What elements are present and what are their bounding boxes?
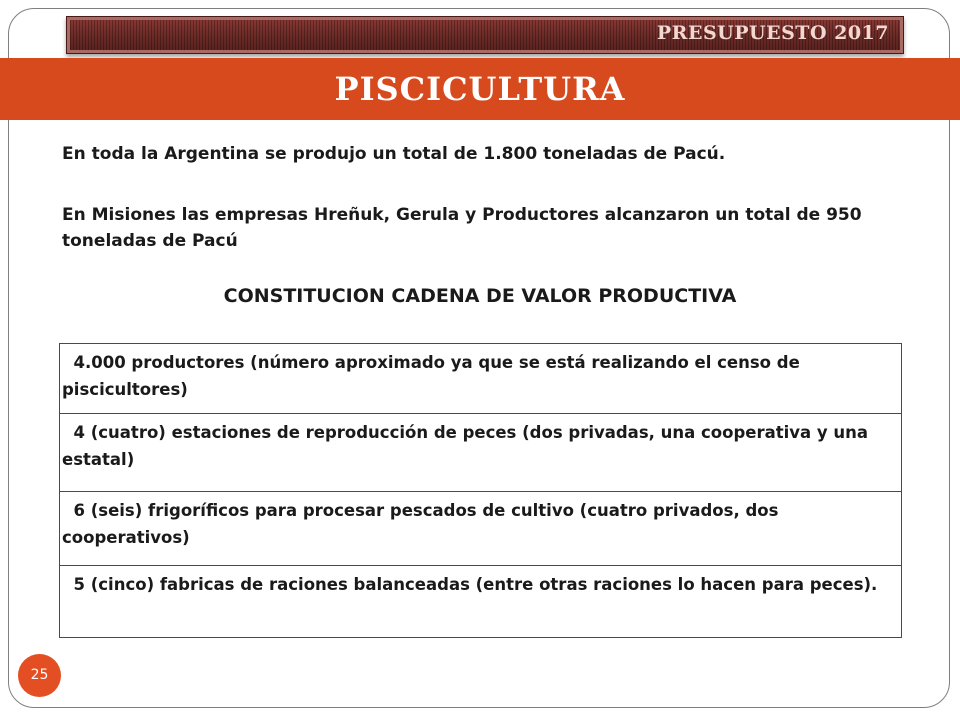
value-chain-table xyxy=(59,343,902,638)
header-label: PRESUPUESTO 2017 xyxy=(656,22,889,44)
section-heading: CONSTITUCION CADENA DE VALOR PRODUCTIVA xyxy=(223,285,737,307)
paragraph-misiones-total: En Misiones las empresas Hreñuk, Gerula y Productores alcanzaron un total de 950 toneladas de Pacú xyxy=(62,205,862,251)
table-row xyxy=(60,566,902,638)
page-number-badge: 25 xyxy=(18,654,61,697)
page-title: PISCICULTURA xyxy=(334,70,626,108)
table-row xyxy=(60,414,902,492)
paragraph-argentina-total: En toda la Argentina se produjo un total de 1.800 toneladas de Pacú. xyxy=(62,144,726,164)
table-cell: 5 (cinco) fabricas de raciones balanceadas (entre otras raciones lo hacen para peces). xyxy=(60,566,902,638)
table-row xyxy=(60,344,902,414)
title-band xyxy=(0,58,960,120)
table-row xyxy=(60,492,902,566)
header-banner xyxy=(66,16,904,54)
table-cell: 4.000 productores (número aproximado ya que se está realizando el censo de piscicultores) xyxy=(60,344,902,414)
table-cell: 4 (cuatro) estaciones de reproducción de peces (dos privadas, una cooperativa y una estatal) xyxy=(60,414,902,492)
table-cell: 6 (seis) frigoríficos para procesar pescados de cultivo (cuatro privados, dos cooperativos) xyxy=(60,492,902,566)
